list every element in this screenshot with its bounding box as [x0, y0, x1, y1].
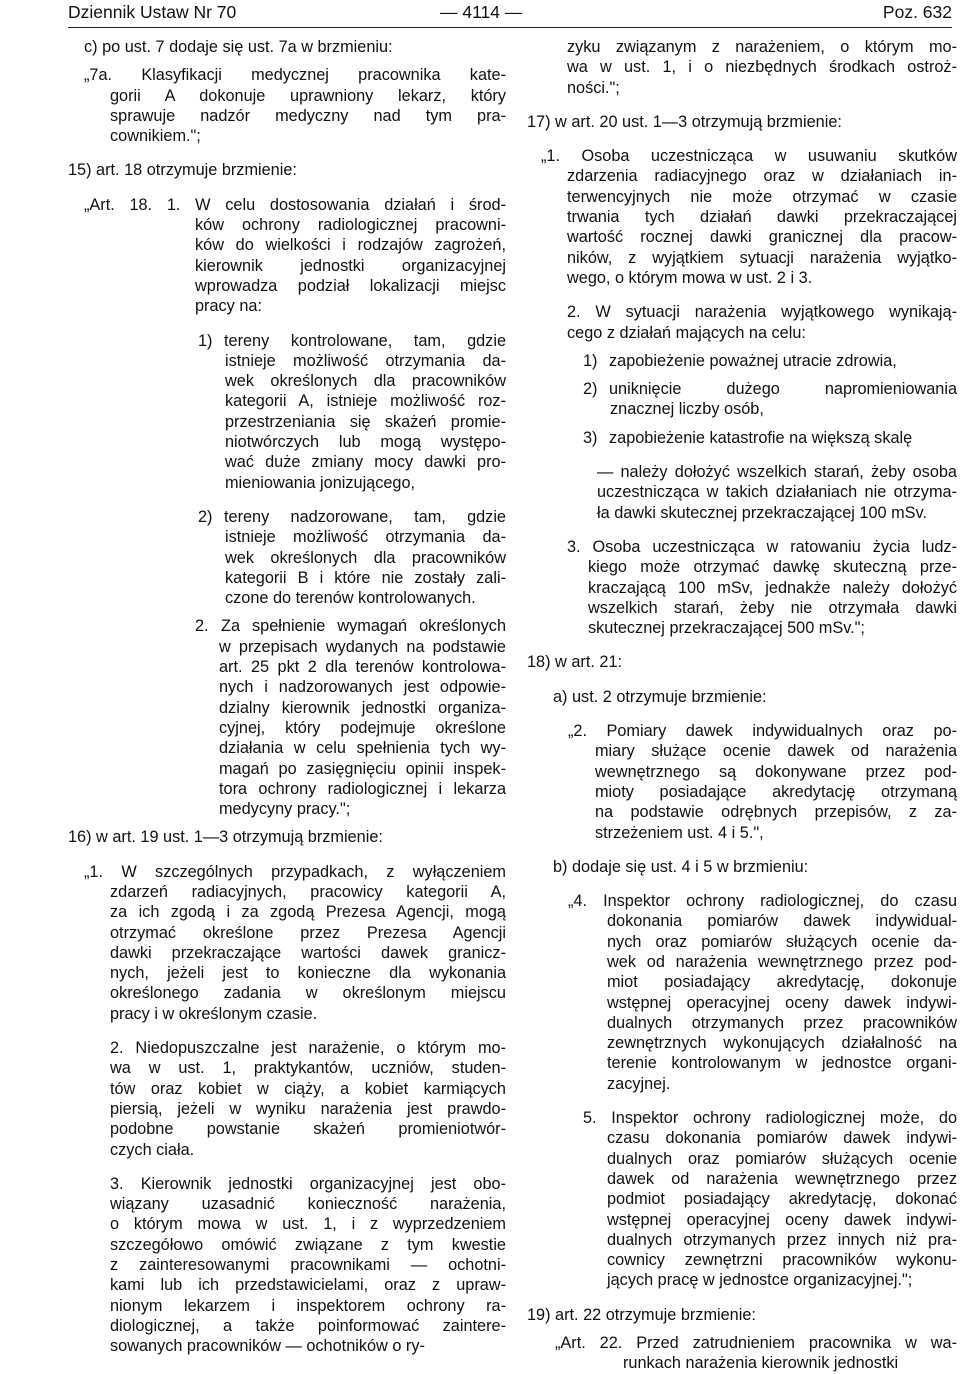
text-line: określonego zadania w określonym miejscu — [110, 984, 506, 1003]
paragraph-p16 — [68, 827, 506, 847]
text-line: dokonania pomiarów dawek indywidual- — [607, 912, 957, 931]
text-line: kierownik jednostki organizacyjnej — [195, 256, 506, 275]
paragraph-a19-1 — [68, 862, 506, 1024]
text-line: 2. Niedopuszczalne jest narażenie, o którym mo- — [110, 1039, 506, 1058]
header-rule — [68, 27, 952, 28]
text-line: czych ciała. — [110, 1140, 195, 1159]
text-line: istnieje możliwość otrzymania da- — [225, 351, 506, 370]
text-line: zewnętrznych wykonujących działalność na — [607, 1034, 957, 1053]
paragraph-a20-2-1 — [527, 351, 957, 371]
page-number: — 4114 — — [440, 2, 523, 22]
text-line: terenie kontrolowanym w jednostce organi- — [607, 1054, 957, 1073]
text-line: z zainteresowanymi pracownikami — ochotni- — [110, 1256, 506, 1275]
text-line: zdarzenia radiacyjnego oraz w działaniach in- — [567, 167, 957, 186]
text-line: zacyjnej. — [607, 1074, 671, 1093]
text-line: tereny kontrolowane, tam, gdzie — [224, 331, 506, 350]
text-line: wiązany uzasadnić konieczność narażenia, — [110, 1195, 506, 1214]
text-line: „Art. 18. 1. W celu dostosowania działań i środ- — [84, 195, 506, 214]
text-line: w przepisach wydanych na podstawie — [219, 637, 506, 656]
text-line: sprawuje nadzór medyczny nad tym pra- — [110, 106, 506, 125]
item-number: 2. — [195, 617, 209, 636]
paragraph-a20-1 — [527, 146, 957, 288]
paragraph-a18-p2 — [68, 616, 506, 819]
text-line: wek określonych dla pracowników — [225, 548, 506, 567]
text-line: kategorii B i które nie zostały zali- — [225, 568, 506, 587]
text-line: mieniowania jonizującego, — [225, 473, 416, 492]
text-line: tów oraz kobiet w ciąży, a kobiet karmiących — [110, 1079, 506, 1098]
text-line: medycyny pracy."; — [219, 800, 351, 819]
paragraph-a21-2 — [527, 721, 957, 843]
text-line: podmiot posiadający akredytację, dokonać — [607, 1190, 957, 1209]
item-number: 1) — [583, 351, 598, 370]
text-line: uniknięcie dużego napromieniowania — [609, 380, 957, 399]
text-line: gorii A dokonuje uprawniony lekarz, który — [110, 86, 506, 105]
text-line: zdarzeń radiacyjnych, pracowicy kategorii A, — [110, 882, 506, 901]
text-line: Za spełnienie wymagań określonych — [221, 617, 506, 636]
text-line: otrzymać określone przez Prezesa Agencji — [110, 923, 506, 942]
text-line: skutecznej przekraczającej 500 mSv."; — [588, 619, 865, 638]
text-line: wek od narażenia wewnętrznego przez pod- — [607, 952, 957, 971]
text-line: kategorii A, istnieje możliwość roz- — [225, 392, 506, 411]
text-line: wartość rocznej dawki granicznej dla pracow- — [567, 228, 957, 247]
paragraph-a20-2-2 — [527, 379, 957, 420]
text-line: wewnętrznego są dokonywane przez pod- — [595, 762, 957, 781]
text-line: 2. W sytuacji narażenia wyjątkowego wynikają- — [567, 303, 957, 322]
text-line: podobne powstanie skażeń promieniotwór- — [110, 1120, 506, 1139]
paragraph-p18b — [527, 857, 957, 877]
paragraph-a20-2-3 — [527, 428, 957, 448]
text-line: za ich zgodą i za zgodą Prezesa Agencji, mogą — [110, 903, 506, 922]
text-line: ła dawki skutecznej przekraczającej 100 mSv. — [597, 503, 927, 522]
text-line: dualnych otrzymanych przez pracowników — [607, 1013, 957, 1032]
text-line: wa w ust. 1, i o niezbędnych środkach ostroż- — [567, 58, 957, 77]
journal-title: Dziennik Ustaw Nr 70 — [68, 2, 237, 22]
paragraph-p15 — [68, 160, 506, 180]
text-line: o którym mowa w ust. 1, i z wyprzedzeniem — [110, 1215, 506, 1234]
right-column — [527, 37, 957, 1374]
text-line: miary służące ocenie dawek od narażenia — [595, 742, 957, 761]
text-line: dawek od narażenia wewnętrznego przez — [607, 1169, 957, 1188]
text-line: wstępnej operacyjnej oceny dawek indywi- — [607, 993, 957, 1012]
text-line: nionym lekarzem i inspektorem ochrony ra- — [110, 1296, 506, 1315]
text-line: przestrzeniania się skażeń promie- — [225, 412, 506, 431]
item-number: 1) — [198, 331, 213, 350]
text-line: ności."; — [567, 78, 620, 97]
paragraph-p19 — [527, 1305, 957, 1325]
text-line: na podstawie odrębnych przepisów, z za- — [595, 803, 957, 822]
paragraph-p18 — [527, 652, 957, 672]
text-line: szczegółowo omówić związane z tym kwestie — [110, 1235, 506, 1254]
text-line: wszelkich starań, żeby nie otrzymała dawki — [588, 598, 957, 617]
text-line: ków do wielkości i rodzajów zagrożeń, — [195, 236, 506, 255]
text-line: 15) art. 18 otrzymuje brzmienie: — [68, 161, 297, 180]
text-line: ników, z wyjątkiem sytuacji narażenia wyjątko- — [567, 248, 957, 267]
text-line: zapobieżenie poważnej utracie zdrowia, — [609, 351, 897, 370]
text-line: dawki przekraczające wartości dawek granicz- — [110, 943, 506, 962]
text-line: pracy i w określonym czasie. — [110, 1004, 318, 1023]
paragraph-a20-2-end — [527, 462, 957, 523]
text-line: sowanych pracowników — ochotników o ry- — [110, 1337, 425, 1356]
item-number: 2) — [583, 380, 598, 399]
text-line: 18) w art. 21: — [527, 653, 623, 672]
text-line: „1. W szczególnych przypadkach, z wyłączeniem — [84, 862, 506, 881]
text-line: „2. Pomiary dawek indywidualnych oraz po- — [568, 722, 957, 741]
text-line: tora ochrony radiologicznej i lekarza — [219, 779, 506, 798]
left-column — [68, 37, 506, 1357]
text-line: cego z działań mających na celu: — [567, 323, 806, 342]
text-line: zyku związanym z narażeniem, o którym mo- — [567, 38, 957, 56]
text-line: znacznej liczby osób, — [610, 400, 764, 419]
paragraph-a20-3 — [527, 537, 957, 638]
text-line: dualnych otrzymanych przez innych niż pra- — [607, 1230, 957, 1249]
item-number: 2) — [198, 507, 213, 526]
text-line: 19) art. 22 otrzymuje brzmienie: — [527, 1305, 756, 1324]
text-line: wego, o którym mowa w ust. 2 i 3. — [567, 268, 813, 287]
text-line: tereny nadzorowane, tam, gdzie — [224, 507, 506, 526]
text-line: dualnych oraz pomiarów służących ocenie — [607, 1149, 957, 1168]
paragraph-c-intro — [68, 37, 506, 57]
paragraph-a21-4 — [527, 891, 957, 1094]
text-line: mioty posiadające akredytację otrzymaną — [595, 782, 957, 801]
text-line: cownikiem."; — [110, 127, 201, 146]
text-line: 3. Kierownik jednostki organizacyjnej jest obo- — [110, 1174, 506, 1193]
paragraph-art22 — [527, 1333, 957, 1374]
text-line: niotwórczych lub mogą występo- — [225, 433, 506, 452]
text-line: nych i nadzorowanych jest odpowie- — [219, 678, 506, 697]
text-line: miot posiadający akredytację, dokonuje — [607, 973, 957, 992]
text-line: 3. Osoba uczestnicząca w ratowaniu życia ludz- — [567, 537, 957, 556]
text-line: „7a. Klasyfikacji medycznej pracownika kate- — [84, 66, 506, 85]
text-line: wstępnej operacyjnej oceny dawek indywi- — [607, 1210, 957, 1229]
text-line: art. 25 pkt 2 dla terenów kontrolowa- — [219, 658, 506, 677]
paragraph-art18 — [68, 195, 506, 317]
text-line: runkach narażenia kierownik jednostki — [623, 1354, 899, 1373]
text-line: cyjnej, który podejmuje określone — [219, 718, 506, 737]
page-header — [68, 0, 952, 26]
text-line: kiego może otrzymać dawkę skuteczną prze- — [588, 558, 957, 577]
text-line: uczestnicząca w takich działaniach nie otrzyma- — [597, 483, 957, 502]
paragraph-7a — [68, 65, 506, 146]
paragraph-a19-3 — [68, 1174, 506, 1357]
text-line: kraczającą 100 mSv, jednakże należy dołożyć — [588, 578, 957, 597]
text-line: czone do terenów kontrolowanych. — [225, 589, 476, 608]
text-line: dzialny kierownik jednostki organiza- — [219, 698, 506, 717]
text-line: istnieje możliwość otrzymania da- — [225, 528, 506, 547]
text-line: działania w celu spełnienia tych wy- — [219, 739, 506, 758]
text-line: cownicy zewnętrzni pracowników wykonu- — [607, 1251, 957, 1270]
text-line: diologicznej, a także poinformować zaintere- — [110, 1316, 506, 1335]
text-line: a) ust. 2 otrzymuje brzmienie: — [553, 687, 767, 706]
text-line: wek określonych dla pracowników — [225, 372, 506, 391]
text-line: nych, jeżeli jest to konieczne dla wykonania — [110, 964, 506, 983]
paragraph-a18-1 — [68, 331, 506, 493]
text-line: wać duże zmiany mocy dawki pro- — [225, 453, 506, 472]
text-line: strzeżeniem ust. 4 i 5.", — [595, 823, 764, 842]
paragraph-p18a — [527, 687, 957, 707]
text-line: ków ochrony radiologicznej pracowni- — [195, 216, 506, 235]
text-line: wprowadza podział lokalizacji miejsc — [195, 276, 506, 295]
text-line: kami lub ich przedstawicielami, oraz z upraw- — [110, 1276, 506, 1295]
text-line: wa w ust. 1, praktykantów, uczniów, studen- — [110, 1059, 506, 1078]
item-number: 3) — [583, 428, 598, 447]
text-line: 5. Inspektor ochrony radiologicznej może, do — [583, 1109, 957, 1128]
text-line: 17) w art. 20 ust. 1—3 otrzymują brzmienie: — [527, 112, 842, 131]
text-line: c) po ust. 7 dodaje się ust. 7a w brzmieniu: — [84, 38, 393, 56]
text-line: „Art. 22. Przed zatrudnieniem pracownika w wa- — [555, 1334, 957, 1353]
paragraph-a18-2 — [68, 507, 506, 608]
paragraph-a21-5 — [527, 1108, 957, 1291]
text-line: „1. Osoba uczestnicząca w usuwaniu skutków — [541, 147, 957, 166]
text-line: magań po zasięgnięciu opinii inspek- — [219, 759, 506, 778]
text-line: „4. Inspektor ochrony radiologicznej, do czasu — [568, 892, 957, 911]
text-line: trwania tych działań dawki przekraczającej — [567, 208, 957, 227]
position-number: Poz. 632 — [882, 2, 952, 22]
paragraph-a20-2 — [527, 302, 957, 343]
text-line: pracy na: — [195, 297, 262, 316]
text-line: jących pracę w jednostce organizacyjnej."; — [607, 1271, 913, 1290]
text-line: zapobieżenie katastrofie na większą skalę — [609, 428, 913, 447]
paragraph-a19-2 — [68, 1038, 506, 1160]
text-line: terwencyjnych nie może otrzymać w czasie — [567, 187, 957, 206]
paragraph-p17 — [527, 112, 957, 132]
text-line: czasu dokonania pomiarów dawek indywi- — [607, 1129, 957, 1148]
text-line: piersią, jeżeli w wyniku narażenia jest prawdo- — [110, 1099, 506, 1118]
text-line: 16) w art. 19 ust. 1—3 otrzymują brzmienie: — [68, 828, 383, 847]
text-line: — należy dołożyć wszelkich starań, żeby osoba — [597, 463, 957, 482]
text-line: b) dodaje się ust. 4 i 5 w brzmieniu: — [553, 857, 809, 876]
text-line: nych oraz pomiarów służących ocenie da- — [607, 932, 957, 951]
paragraph-r-cont — [527, 37, 957, 98]
